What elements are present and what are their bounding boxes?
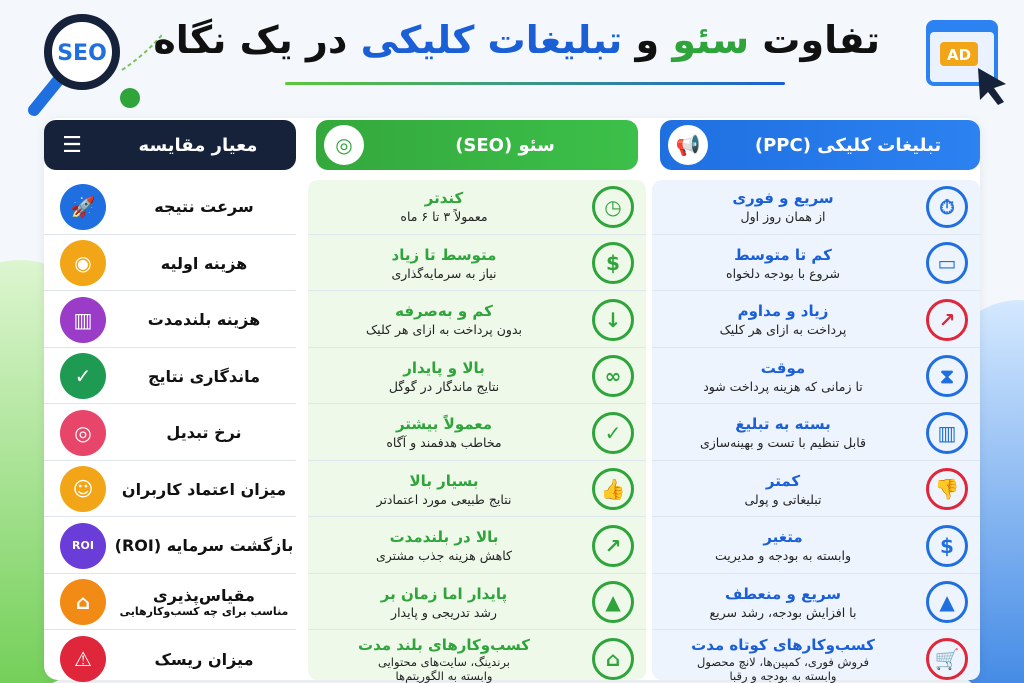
ppc-main-text: کم تا متوسط (734, 245, 832, 264)
chart-icon: ▥ (922, 408, 972, 458)
seo-main-text: کسب‌وکارهای بلند مدت (358, 636, 530, 655)
rocket-icon: 🚀 (60, 184, 106, 230)
seo-row (308, 632, 646, 683)
ad-click-icon (918, 14, 1014, 110)
wallet-icon: ▭ (922, 238, 972, 288)
header-criteria: معیار مقایسه ☰ (44, 120, 296, 170)
ppc-sub-text: وابسته به بودجه و مدیریت (714, 548, 852, 564)
seo-cell (308, 471, 580, 508)
ppc-row (652, 519, 980, 574)
criteria-label (106, 480, 296, 499)
criteria-label-text: سرعت نتیجه (154, 197, 254, 217)
thumbs-down-icon: 👎 (922, 464, 972, 514)
ad-logo-text: AD (946, 46, 972, 64)
seo-row (308, 463, 646, 518)
criteria-label-text: مقیاس‌پذیری (153, 586, 255, 606)
seo-row (308, 350, 646, 405)
ppc-row (652, 237, 980, 292)
target-icon: ◎ (60, 410, 106, 456)
seo-cell (308, 301, 580, 338)
criteria-row (44, 406, 296, 461)
ppc-column (652, 180, 980, 683)
seo-row (308, 576, 646, 631)
store-icon: ⌂ (60, 579, 106, 625)
ppc-cell (652, 635, 914, 683)
ppc-sub-text: از همان روز اول (740, 209, 826, 225)
title-underline (285, 82, 785, 85)
criteria-label (106, 310, 296, 329)
criteria-label-text: میزان اعتماد کاربران (121, 479, 287, 499)
seo-cell (308, 584, 580, 621)
ppc-cell (652, 527, 914, 564)
ppc-main-text: متغیر (763, 528, 803, 547)
cart-warning-icon: 🛒 (922, 634, 972, 683)
growth-bars-icon: ▲ (588, 577, 638, 627)
stopwatch-icon: ⏱ (922, 182, 972, 232)
ppc-cell (652, 188, 914, 225)
seo-main-text: متوسط تا زیاد (391, 245, 497, 264)
seo-main-text: بسیار بالا (409, 471, 479, 490)
thumbs-up-icon: 👍 (588, 464, 638, 514)
seo-sub-text: نیاز به سرمایه‌گذاری (391, 265, 497, 281)
criteria-label-text: هزینه اولیه (160, 253, 248, 273)
ppc-sub-text: پرداخت به ازای هر کلیک (719, 322, 847, 338)
ppc-cell (652, 358, 914, 395)
ppc-main-text: کمتر (765, 471, 801, 490)
seo-sub-text: نتایج طبیعی مورد اعتمادتر (376, 491, 512, 507)
criteria-label (106, 197, 296, 216)
ppc-row (652, 576, 980, 631)
ppc-row (652, 180, 980, 235)
shield-icon: ✓ (60, 353, 106, 399)
ppc-main-text: سریع و منعطف (724, 584, 842, 603)
seo-sub-text: نتایج ماندگار در گوگل (388, 378, 500, 394)
seo-sub-text: کاهش هزینه جذب مشتری (375, 548, 512, 564)
criteria-label-text: ماندگاری نتایج (147, 366, 260, 386)
ppc-main-text: سریع و فوری (732, 189, 834, 208)
user-check-icon: ✓ (588, 408, 638, 458)
seo-sub-text: مخاطب هدفمند و آگاه (386, 435, 502, 451)
ppc-main-text: بسته به تبلیغ (735, 415, 831, 434)
bar-chart-icon: ▥ (60, 297, 106, 343)
ppc-row (652, 293, 980, 348)
seo-row (308, 237, 646, 292)
criteria-row (44, 237, 296, 292)
seo-cell (308, 358, 580, 395)
seo-sub2-text: وابسته به الگوریتم‌ها (395, 669, 493, 683)
criteria-row (44, 519, 296, 574)
seo-column (308, 180, 646, 683)
criteria-row (44, 463, 296, 518)
ppc-sub-text: تبلیغاتی و پولی (744, 491, 822, 507)
seo-main-text: معمولاً بیشتر (395, 415, 493, 434)
infinity-icon: ∞ (588, 351, 638, 401)
header-ppc: تبلیغات کلیکی (PPC) 📢 (660, 120, 980, 170)
header-seo: سئو (SEO) ◎ (316, 120, 638, 170)
seo-magnifier-icon (22, 10, 162, 120)
seo-main-text: بالا در بلندمدت (389, 528, 499, 547)
criteria-sub-text: مناسب برای چه کسب‌وکارهایی (119, 605, 289, 619)
dollar-cycle-icon: $ (922, 521, 972, 571)
seo-row (308, 180, 646, 235)
ppc-cell (652, 584, 914, 621)
list-icon: ☰ (62, 132, 82, 158)
ppc-sub-text: قابل تنظیم با تست و بهینه‌سازی (699, 435, 866, 451)
ppc-sub2-text: وابسته به بودجه و رقبا (729, 669, 837, 683)
page-title: تفاوت سئو و تبلیغات کلیکی در یک نگاه (153, 18, 880, 62)
ppc-main-text: موقت (760, 358, 806, 377)
ppc-row (652, 632, 980, 683)
ppc-row (652, 350, 980, 405)
growth-bars-icon: ▲ (922, 577, 972, 627)
criteria-label (106, 586, 296, 618)
ppc-sub-text: تا زمانی که هزینه پرداخت شود (703, 378, 863, 394)
seo-main-text: کندتر (424, 189, 464, 208)
criteria-label (106, 423, 296, 442)
seo-row (308, 293, 646, 348)
seo-sub-text: بدون پرداخت به ازای هر کلیک (365, 322, 523, 338)
criteria-row (44, 350, 296, 405)
criteria-row (44, 632, 296, 683)
megaphone-icon: 📢 (668, 125, 708, 165)
store-check-icon: ⌂ (588, 634, 638, 683)
seo-logo-text: SEO (57, 41, 107, 66)
rising-cost-icon: ↗ (922, 295, 972, 345)
trend-up-icon: ↗ (588, 521, 638, 571)
ppc-sub-text: فروش فوری، کمپین‌ها، لانچ محصول (697, 655, 869, 670)
ppc-main-text: کسب‌وکارهای کوتاه مدت (691, 636, 875, 655)
seo-main-text: بالا و پایدار (403, 358, 485, 377)
seo-main-text: پایدار اما زمان بر (380, 584, 508, 603)
criteria-row (44, 293, 296, 348)
clock-icon: ◷ (588, 182, 638, 232)
seo-row (308, 519, 646, 574)
criteria-label-text: نرخ تبدیل (166, 423, 242, 443)
criteria-row (44, 180, 296, 235)
criteria-label-text: بازگشت سرمایه (ROI) (114, 536, 294, 556)
ppc-row (652, 463, 980, 518)
seo-sub-text: رشد تدریجی و پایدار (391, 604, 497, 620)
target-icon: ◎ (324, 125, 364, 165)
ppc-cell (652, 301, 914, 338)
seo-main-text: کم و به‌صرفه (395, 302, 493, 321)
ppc-main-text: زیاد و مداوم (737, 302, 829, 321)
criteria-label-text: هزینه بلندمدت (147, 310, 261, 330)
ppc-cell (652, 471, 914, 508)
money-bag-icon: $ (588, 238, 638, 288)
criteria-row (44, 576, 296, 631)
ppc-row (652, 406, 980, 461)
criteria-label-text: میزان ریسک (154, 649, 254, 669)
warning-icon: ⚠ (60, 636, 106, 682)
criteria-label (106, 536, 296, 555)
users-icon: ☺ (60, 466, 106, 512)
seo-sub-text: معمولاً ۳ تا ۶ ماه (400, 209, 488, 225)
seo-cell (308, 188, 580, 225)
seo-cell (308, 245, 580, 282)
hourglass-icon: ⧗ (922, 351, 972, 401)
ppc-cell (652, 414, 914, 451)
seo-sub-text: برندینگ، سایت‌های محتوایی (378, 655, 510, 670)
ppc-sub-text: با افزایش بودجه، رشد سریع (709, 604, 857, 620)
criteria-label (106, 254, 296, 273)
ppc-sub-text: شروع با بودجه دلخواه (726, 265, 840, 281)
seo-cell (308, 527, 580, 564)
seo-cell (308, 635, 580, 683)
criteria-label (106, 367, 296, 386)
down-arrow-icon: ↓ (588, 295, 638, 345)
seo-row (308, 406, 646, 461)
coins-icon: ◉ (60, 240, 106, 286)
roi-icon: ROI (60, 523, 106, 569)
ppc-cell (652, 245, 914, 282)
criteria-label (106, 650, 296, 669)
seo-cell (308, 414, 580, 451)
